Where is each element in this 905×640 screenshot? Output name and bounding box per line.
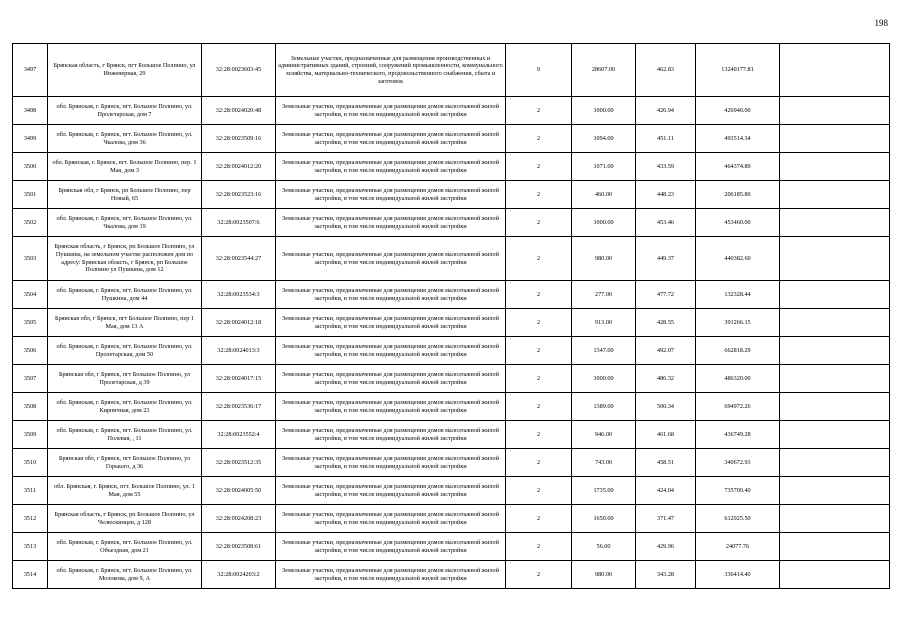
cadastral-number-cell: 32:28:0023552:4 [202,421,276,449]
cadastral-value-cell: 426940.00 [696,97,780,125]
empty-cell [780,181,890,209]
zone-cell: 9 [506,44,572,97]
cadastral-number-cell: 32:28:0023544:27 [202,237,276,281]
empty-cell [780,421,890,449]
land-use-cell: Земельные участки, предназначенные для размещения домов малоэтажной жилой застройки, в том числе индивидуальной жилой застройки [276,449,506,477]
zone-cell: 2 [506,561,572,589]
cadastral-number-cell: 32:28:0024013:3 [202,337,276,365]
table-row [13,477,890,505]
land-use-cell: Земельные участки, предназначенные для размещения домов малоэтажной жилой застройки, в том числе индивидуальной жилой застройки [276,309,506,337]
address-cell: обл. Брянская, г. Брянск, пгт. Большое Полпино, ул. Пролетарская, дом 7 [48,97,202,125]
table-row [13,44,890,97]
cadastral-value-cell: 340672.93 [696,449,780,477]
cadastral-number-cell: 32:28:0023508:61 [202,533,276,561]
empty-cell [780,365,890,393]
empty-cell [780,561,890,589]
cadastral-value-cell: 453460.00 [696,209,780,237]
address-cell: обл. Брянская, г. Брянск, пгт. Большое Полпино, ул. Объездная, дом 21 [48,533,202,561]
table-row [13,97,890,125]
area-cell: 1000.00 [572,365,636,393]
rate-cell: 486.32 [636,365,696,393]
land-use-cell: Земельные участки, предназначенные для размещения домов малоэтажной жилой застройки, в том числе индивидуальной жилой застройки [276,477,506,505]
row-number-cell: 3513 [13,533,48,561]
cadastral-value-cell: 440382.60 [696,237,780,281]
zone-cell: 2 [506,393,572,421]
zone-cell: 2 [506,281,572,309]
address-cell: обл. Брянская, г. Брянск, пгт. Большое Полпино, ул. Чкалова, дом 19 [48,209,202,237]
land-use-cell: Земельные участки, предназначенные для размещения домов малоэтажной жилой застройки, в том числе индивидуальной жилой застройки [276,533,506,561]
address-cell: обл. Брянская, г. Брянск, пгт. Большое Полпино, ул. Молокова, дом 9, А [48,561,202,589]
cadastral-number-cell: 32:28:0024017:15 [202,365,276,393]
land-use-cell: Земельные участки, предназначенные для размещения домов малоэтажной жилой застройки, в том числе индивидуальной жилой застройки [276,125,506,153]
empty-cell [780,449,890,477]
empty-cell [780,97,890,125]
land-use-cell: Земельные участки, предназначенные для размещения домов малоэтажной жилой застройки, в том числе индивидуальной жилой застройки [276,97,506,125]
area-cell: 980.00 [572,561,636,589]
row-number-cell: 3498 [13,97,48,125]
land-use-cell: Земельные участки, предназначенные для размещения домов малоэтажной жилой застройки, в том числе индивидуальной жилой застройки [276,337,506,365]
row-number-cell: 3500 [13,153,48,181]
zone-cell: 2 [506,477,572,505]
cadastral-number-cell: 32:28:0024208:23 [202,505,276,533]
address-cell: обл. Брянская, г. Брянск, пгт. Большое Полпино, ул. Пушкина, дом 44 [48,281,202,309]
zone-cell: 2 [506,153,572,181]
rate-cell: 449.37 [636,237,696,281]
address-cell: обл. Брянская, г. Брянск, пгт. Большое Полпино, ул. Полевая, , 11 [48,421,202,449]
address-cell: Брянская обл, г Брянск, пгт Большое Полпино, ул Горького, д 36 [48,449,202,477]
area-cell: 1735.00 [572,477,636,505]
row-number-cell: 3507 [13,365,48,393]
land-use-cell: Земельные участки, предназначенные для размещения домов малоэтажной жилой застройки, в том числе индивидуальной жилой застройки [276,421,506,449]
land-use-cell: Земельные участки, предназначенные для размещения домов малоэтажной жилой застройки, в том числе индивидуальной жилой застройки [276,505,506,533]
land-use-cell: Земельные участки, предназначенные для размещения домов малоэтажной жилой застройки, в том числе индивидуальной жилой застройки [276,181,506,209]
rate-cell: 458.51 [636,449,696,477]
table-row [13,181,890,209]
area-cell: 460.00 [572,181,636,209]
zone-cell: 2 [506,533,572,561]
table-row [13,533,890,561]
table-row [13,281,890,309]
address-cell: обл. Брянская, г. Брянск, пгт. Большое Полпино, ул. 1 Мая, дом 55 [48,477,202,505]
table-row [13,125,890,153]
empty-cell [780,533,890,561]
area-cell: 913.00 [572,309,636,337]
land-use-cell: Земельные участки, предназначенные для размещения домов малоэтажной жилой застройки, в том числе индивидуальной жилой застройки [276,237,506,281]
table-row [13,309,890,337]
empty-cell [780,237,890,281]
table-row [13,237,890,281]
empty-cell [780,477,890,505]
cadastral-number-cell: 32:28:0024020:48 [202,97,276,125]
area-cell: 1650.00 [572,505,636,533]
area-cell: 946.00 [572,421,636,449]
address-cell: Брянская обл, г Брянск, рп Большое Полпино, пер Новый, 65 [48,181,202,209]
cadastral-value-cell: 436749.28 [696,421,780,449]
row-number-cell: 3497 [13,44,48,97]
cadastral-number-cell: 32:28:0024012:18 [202,309,276,337]
zone-cell: 2 [506,97,572,125]
registry-table [12,43,890,589]
address-cell: обл. Брянская, г. Брянск, пгт. Большое Полпино, ул. Чкалова, дом 36 [48,125,202,153]
rate-cell: 453.46 [636,209,696,237]
table-row [13,337,890,365]
zone-cell: 2 [506,337,572,365]
row-number-cell: 3503 [13,237,48,281]
table-row [13,449,890,477]
rate-cell: 461.68 [636,421,696,449]
rate-cell: 448.23 [636,181,696,209]
zone-cell: 2 [506,505,572,533]
land-use-cell: Земельные участки, предназначенные для размещения домов малоэтажной жилой застройки, в том числе индивидуальной жилой застройки [276,561,506,589]
address-cell: Брянская область, г Брянск, пгт Большое Полпино, ул Инженерная, 29 [48,44,202,97]
area-cell: 56.00 [572,533,636,561]
address-cell: обл. Брянская, г. Брянск, пгт. Большое Полпино, ул. Пролетарская, дом 50 [48,337,202,365]
cadastral-number-cell: 32:28:0023512:35 [202,449,276,477]
cadastral-value-cell: 24077.76 [696,533,780,561]
empty-cell [780,393,890,421]
zone-cell: 2 [506,421,572,449]
row-number-cell: 3510 [13,449,48,477]
area-cell: 743.00 [572,449,636,477]
cadastral-value-cell: 662818.29 [696,337,780,365]
rate-cell: 429.96 [636,533,696,561]
cadastral-number-cell: 32:28:0024012:20 [202,153,276,181]
cadastral-number-cell: 32:28:0023536:17 [202,393,276,421]
row-number-cell: 3514 [13,561,48,589]
area-cell: 1000.00 [572,209,636,237]
table-row [13,153,890,181]
registry-rows [13,44,890,589]
zone-cell: 2 [506,449,572,477]
row-number-cell: 3506 [13,337,48,365]
land-use-cell: Земельные участки, предназначенные для размещения домов малоэтажной жилой застройки, в том числе индивидуальной жилой застройки [276,393,506,421]
cadastral-number-cell: 32:28:0024203:2 [202,561,276,589]
rate-cell: 500.34 [636,393,696,421]
empty-cell [780,337,890,365]
row-number-cell: 3505 [13,309,48,337]
address-cell: обл. Брянская, г. Брянск, пгт. Большое Полпино, ул. Кирпичная, дом 23 [48,393,202,421]
rate-cell: 433.59 [636,153,696,181]
cadastral-number-cell: 32:28:0023507:6 [202,209,276,237]
row-number-cell: 3501 [13,181,48,209]
address-cell: Брянская обл, г Брянск, пгт Большое Полпино, ул Пролетарская, д 39 [48,365,202,393]
land-use-cell: Земельные участки, предназначенные для размещения домов малоэтажной жилой застройки, в том числе индивидуальной жилой застройки [276,153,506,181]
land-use-cell: Земельные участки, предназначенные для размещения домов малоэтажной жилой застройки, в том числе индивидуальной жилой застройки [276,209,506,237]
rate-cell: 424.04 [636,477,696,505]
rate-cell: 426.94 [636,97,696,125]
zone-cell: 2 [506,309,572,337]
cadastral-value-cell: 336414.40 [696,561,780,589]
rate-cell: 492.07 [636,337,696,365]
rate-cell: 428.55 [636,309,696,337]
row-number-cell: 3504 [13,281,48,309]
address-cell: Брянская обл, г Брянск, пгт Большое Полпино, пер 1 Мая, дом 13 А [48,309,202,337]
cadastral-value-cell: 612925.50 [696,505,780,533]
address-cell: обл. Брянская, г. Брянск, пгт. Большое Полпино, пер. 1 Мая, дом 3 [48,153,202,181]
address-cell: Брянская область, г Брянск, рп Большое Полпино, ул Челюскинцев, д 128 [48,505,202,533]
rate-cell: 462.83 [636,44,696,97]
table-row [13,505,890,533]
cadastral-number-cell: 32:28:0024005:50 [202,477,276,505]
empty-cell [780,309,890,337]
cadastral-number-cell: 32:28:0023523:16 [202,181,276,209]
empty-cell [780,505,890,533]
empty-cell [780,125,890,153]
zone-cell: 2 [506,237,572,281]
cadastral-value-cell: 13240177.81 [696,44,780,97]
area-cell: 1347.00 [572,337,636,365]
cadastral-value-cell: 206185.80 [696,181,780,209]
row-number-cell: 3502 [13,209,48,237]
cadastral-value-cell: 694972.26 [696,393,780,421]
table-row [13,365,890,393]
page-number: 198 [874,18,888,28]
zone-cell: 2 [506,125,572,153]
cadastral-value-cell: 735709.40 [696,477,780,505]
cadastral-value-cell: 486320.00 [696,365,780,393]
empty-cell [780,44,890,97]
row-number-cell: 3508 [13,393,48,421]
zone-cell: 2 [506,365,572,393]
land-use-cell: Земельные участки, предназначенные для размещения домов малоэтажной жилой застройки, в том числе индивидуальной жилой застройки [276,365,506,393]
empty-cell [780,209,890,237]
rate-cell: 477.72 [636,281,696,309]
area-cell: 1000.00 [572,97,636,125]
land-use-cell: Земельные участки, предназначенные для размещения производственных и административных зданий, строений, сооружений промышленности, коммунального хозяйства, материально-технического, продовольственного снабжения, сбыта и заготовок [276,44,506,97]
zone-cell: 2 [506,181,572,209]
cadastral-value-cell: 391266.15 [696,309,780,337]
row-number-cell: 3511 [13,477,48,505]
rate-cell: 371.47 [636,505,696,533]
area-cell: 277.00 [572,281,636,309]
table-row [13,393,890,421]
address-cell: Брянская область, г Брянск, рп Большое Полпино, ул Пушкина, на земельном участке расположен дом по адресу: Брянская область, г Брянск, рп Большое Полпино ул Пушкина, дом 12 [48,237,202,281]
zone-cell: 2 [506,209,572,237]
rate-cell: 343.28 [636,561,696,589]
area-cell: 1071.00 [572,153,636,181]
area-cell: 1389.00 [572,393,636,421]
cadastral-value-cell: 493514.34 [696,125,780,153]
empty-cell [780,281,890,309]
area-cell: 980.00 [572,237,636,281]
table-row [13,561,890,589]
table-row [13,421,890,449]
rate-cell: 451.11 [636,125,696,153]
cadastral-number-cell: 32:28:0023603:45 [202,44,276,97]
cadastral-number-cell: 32:28:0023509:16 [202,125,276,153]
area-cell: 28607.00 [572,44,636,97]
row-number-cell: 3512 [13,505,48,533]
land-use-cell: Земельные участки, предназначенные для размещения домов малоэтажной жилой застройки, в том числе индивидуальной жилой застройки [276,281,506,309]
cadastral-value-cell: 132328.44 [696,281,780,309]
row-number-cell: 3509 [13,421,48,449]
empty-cell [780,153,890,181]
cadastral-value-cell: 464374.89 [696,153,780,181]
table-row [13,209,890,237]
cadastral-number-cell: 32:28:0023534:3 [202,281,276,309]
row-number-cell: 3499 [13,125,48,153]
area-cell: 1094.00 [572,125,636,153]
